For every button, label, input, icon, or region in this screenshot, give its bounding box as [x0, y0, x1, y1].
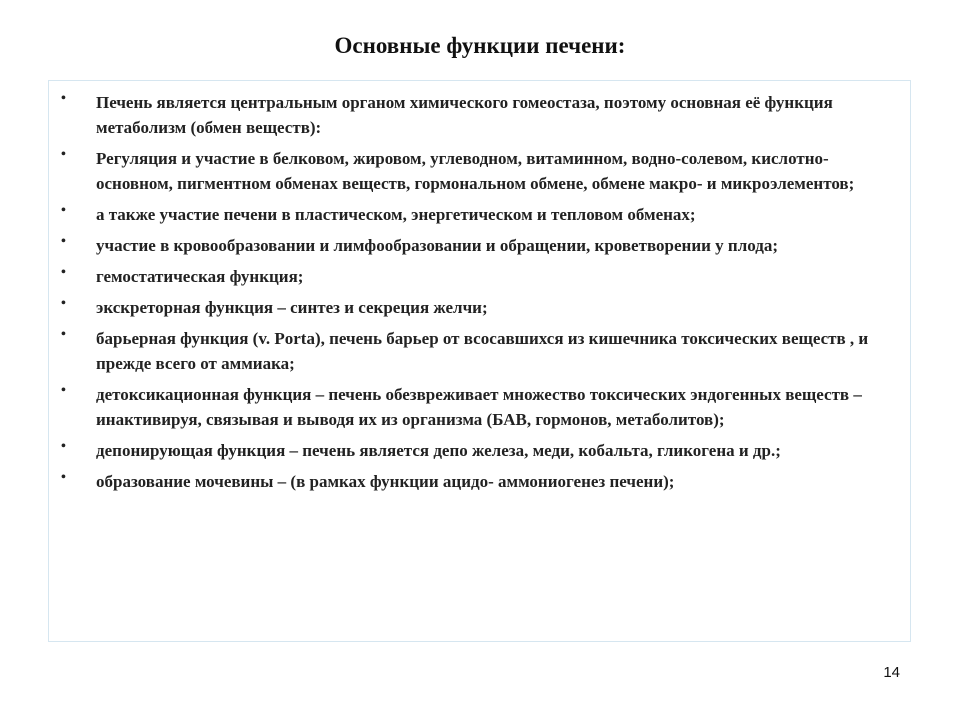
- list-item: [49, 202, 910, 227]
- list-item: [49, 233, 910, 258]
- bullet-list: [49, 90, 910, 500]
- list-item-text: участие в кровообразовании и лимфообразовании и обращении, кроветворении у плода;: [96, 236, 779, 255]
- list-item-text: детоксикационная функция – печень обезвреживает множество токсических эндогенных веществ – инактивируя, связывая и выводя их из организма (БАВ, гормонов, метаболитов);: [96, 385, 862, 429]
- bullet-icon: •: [61, 234, 66, 249]
- bullet-icon: •: [61, 265, 66, 280]
- list-item: [49, 438, 910, 463]
- list-item-text: депонирующая функция – печень является депо железа, меди, кобальта, гликогена и др.;: [96, 441, 781, 460]
- list-item-text: Регуляция и участие в белковом, жировом, углеводном, витаминном, водно-солевом, кислотно-основном, пигментном обменах веществ, гормональном обмене, обмене макро- и микроэлементов;: [96, 149, 855, 193]
- bullet-icon: •: [61, 383, 66, 398]
- list-item-text: а также участие печени в пластическом, энергетическом и тепловом обменах;: [96, 205, 696, 224]
- page-number: 14: [883, 664, 900, 681]
- list-item-text: образование мочевины – (в рамках функции ацидо- аммониогенез печени);: [96, 472, 675, 491]
- list-item: [49, 295, 910, 320]
- bullet-icon: •: [61, 296, 66, 311]
- bullet-icon: •: [61, 470, 66, 485]
- bullet-icon: •: [61, 439, 66, 454]
- list-item-text: Печень является центральным органом химического гомеостаза, поэтому основная её функция метаболизм (обмен веществ):: [96, 93, 833, 137]
- bullet-icon: •: [61, 91, 66, 106]
- list-item: [49, 469, 910, 494]
- bullet-icon: •: [61, 327, 66, 342]
- list-item: [49, 326, 910, 376]
- list-item: [49, 382, 910, 432]
- list-item: [49, 264, 910, 289]
- list-item-text: барьерная функция (v. Porta), печень барьер от всосавшихся из кишечника токсических веществ , и прежде всего от аммиака;: [96, 329, 869, 373]
- list-item-text: гемостатическая функция;: [96, 267, 304, 286]
- bullet-icon: •: [61, 203, 66, 218]
- list-item: [49, 146, 910, 196]
- list-item: [49, 90, 910, 140]
- bullet-icon: •: [61, 147, 66, 162]
- list-item-text: экскреторная функция – синтез и секреция желчи;: [96, 298, 488, 317]
- content-box: [48, 80, 911, 642]
- slide-title: Основные функции печени:: [334, 33, 626, 58]
